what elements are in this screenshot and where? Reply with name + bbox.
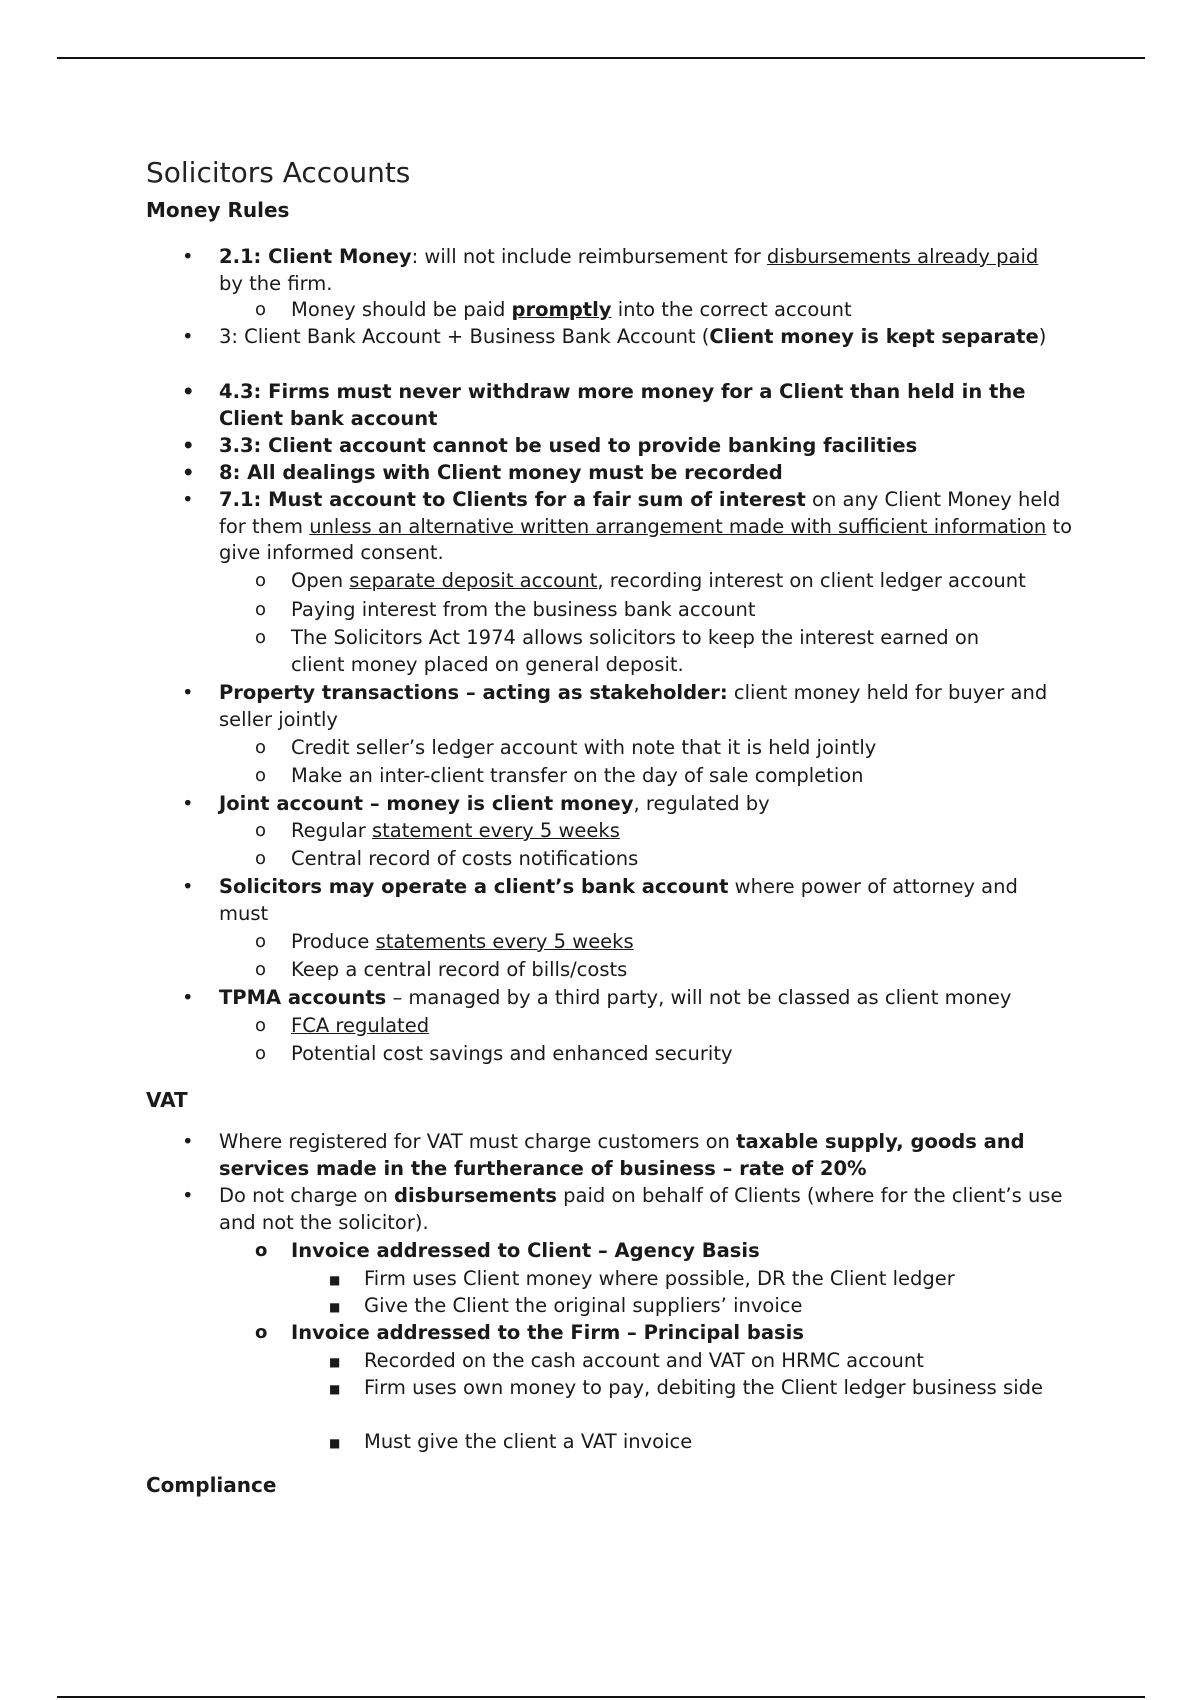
page-title: Solicitors Accounts [146,156,411,189]
list-item: o Make an inter-client transfer on the day of sale completion [291,763,1051,790]
list-item: • 4.3: Firms must never withdraw more money for a Client than held in the Client bank account [182,380,1026,430]
list-item: ■ Firm uses own money to pay, debiting the Client ledger business side [364,1375,1054,1402]
list-item: ■ Recorded on the cash account and VAT on HRMC account [364,1348,1084,1375]
bullet-icon: • [182,434,195,457]
circle-bullet-icon: o [255,820,267,841]
heading-compliance: Compliance [146,1473,277,1497]
bullet-icon: • [182,792,194,815]
bullet-icon: • [182,1184,194,1207]
list-item: o Invoice addressed to Client – Agency Basis [291,1238,1051,1265]
circle-bullet-icon: o [255,765,267,786]
list-item: ■ Must give the client a VAT invoice [364,1429,1084,1456]
list-item: • Property transactions – acting as stakeholder: client money held for buyer and seller jointly [182,681,1048,731]
bullet-icon: • [182,1130,194,1153]
list-item: • Where registered for VAT must charge customers on taxable supply, goods and services made in the furtherance of business – rate of 20% [182,1130,1025,1180]
circle-bullet-icon: o [255,1015,267,1036]
list-item: • 2.1: Client Money: will not include reimbursement for disbursements already paid by the firm. [182,245,1039,295]
bullet-icon: • [182,245,194,268]
list-item: o Produce statements every 5 weeks [291,929,1051,956]
bullet-icon: • [182,986,194,1009]
square-bullet-icon: ■ [329,1382,341,1396]
square-bullet-icon: ■ [329,1436,341,1450]
list-item: o Regular statement every 5 weeks [291,818,1051,845]
bullet-icon: • [182,681,194,704]
circle-bullet-icon: o [255,627,267,648]
list-item: o FCA regulated [291,1013,1051,1040]
list-item: • 3.3: Client account cannot be used to provide banking facilities [219,433,1119,460]
circle-bullet-icon: o [255,959,267,980]
list-item: o Credit seller’s ledger account with note that it is held jointly [291,735,1051,762]
list-item: ■ Firm uses Client money where possible, DR the Client ledger [364,1266,1084,1293]
bullet-icon: • [182,488,194,511]
heading-vat: VAT [146,1088,188,1112]
list-item: • Do not charge on disbursements paid on behalf of Clients (where for the client’s use and not the solicitor). [182,1184,1063,1234]
footer-rule [57,1696,1145,1698]
list-item: o Invoice addressed to the Firm – Principal basis [291,1320,1051,1347]
list-item: • TPMA accounts – managed by a third party, will not be classed as client money [219,985,1119,1012]
list-item: o The Solicitors Act 1974 allows solicitors to keep the interest earned on client money placed on general deposit. [255,626,980,676]
square-bullet-icon: ■ [329,1300,341,1314]
header-rule [57,57,1145,59]
circle-bullet-icon: o [255,737,267,758]
bullet-icon: • [182,325,194,348]
list-item: o Potential cost savings and enhanced security [291,1041,1051,1068]
bullet-icon: • [182,380,195,403]
list-item: ■ Give the Client the original suppliers’ invoice [364,1293,1084,1320]
circle-bullet-icon: o [255,1322,268,1343]
list-item: o Paying interest from the business bank account [291,597,1051,624]
heading-money-rules: Money Rules [146,198,290,222]
list-item: • Joint account – money is client money, regulated by [219,791,1069,818]
list-item: o Money should be paid promptly into the correct account [291,297,1051,324]
list-item: o Keep a central record of bills/costs [291,957,1051,984]
list-item: • Solicitors may operate a client’s bank account where power of attorney and must [182,875,1018,925]
bullet-icon: • [182,461,195,484]
bullet-icon: • [182,875,194,898]
square-bullet-icon: ■ [329,1355,341,1369]
list-item: • 8: All dealings with Client money must be recorded [219,460,1119,487]
circle-bullet-icon: o [255,1240,268,1261]
circle-bullet-icon: o [255,1043,267,1064]
circle-bullet-icon: o [255,931,267,952]
list-item: o Open separate deposit account, recording interest on client ledger account [291,568,1111,595]
list-item: • 3: Client Bank Account + Business Bank Account (Client money is kept separate) [219,324,1049,351]
circle-bullet-icon: o [255,848,267,869]
list-item: • 7.1: Must account to Clients for a fair sum of interest on any Client Money held for them unless an alternative written arrangement made with sufficient information to give informed consent. [182,488,1073,564]
circle-bullet-icon: o [255,570,267,591]
circle-bullet-icon: o [255,599,267,620]
list-item: o Central record of costs notifications [291,846,1051,873]
square-bullet-icon: ■ [329,1273,341,1287]
circle-bullet-icon: o [255,299,267,320]
